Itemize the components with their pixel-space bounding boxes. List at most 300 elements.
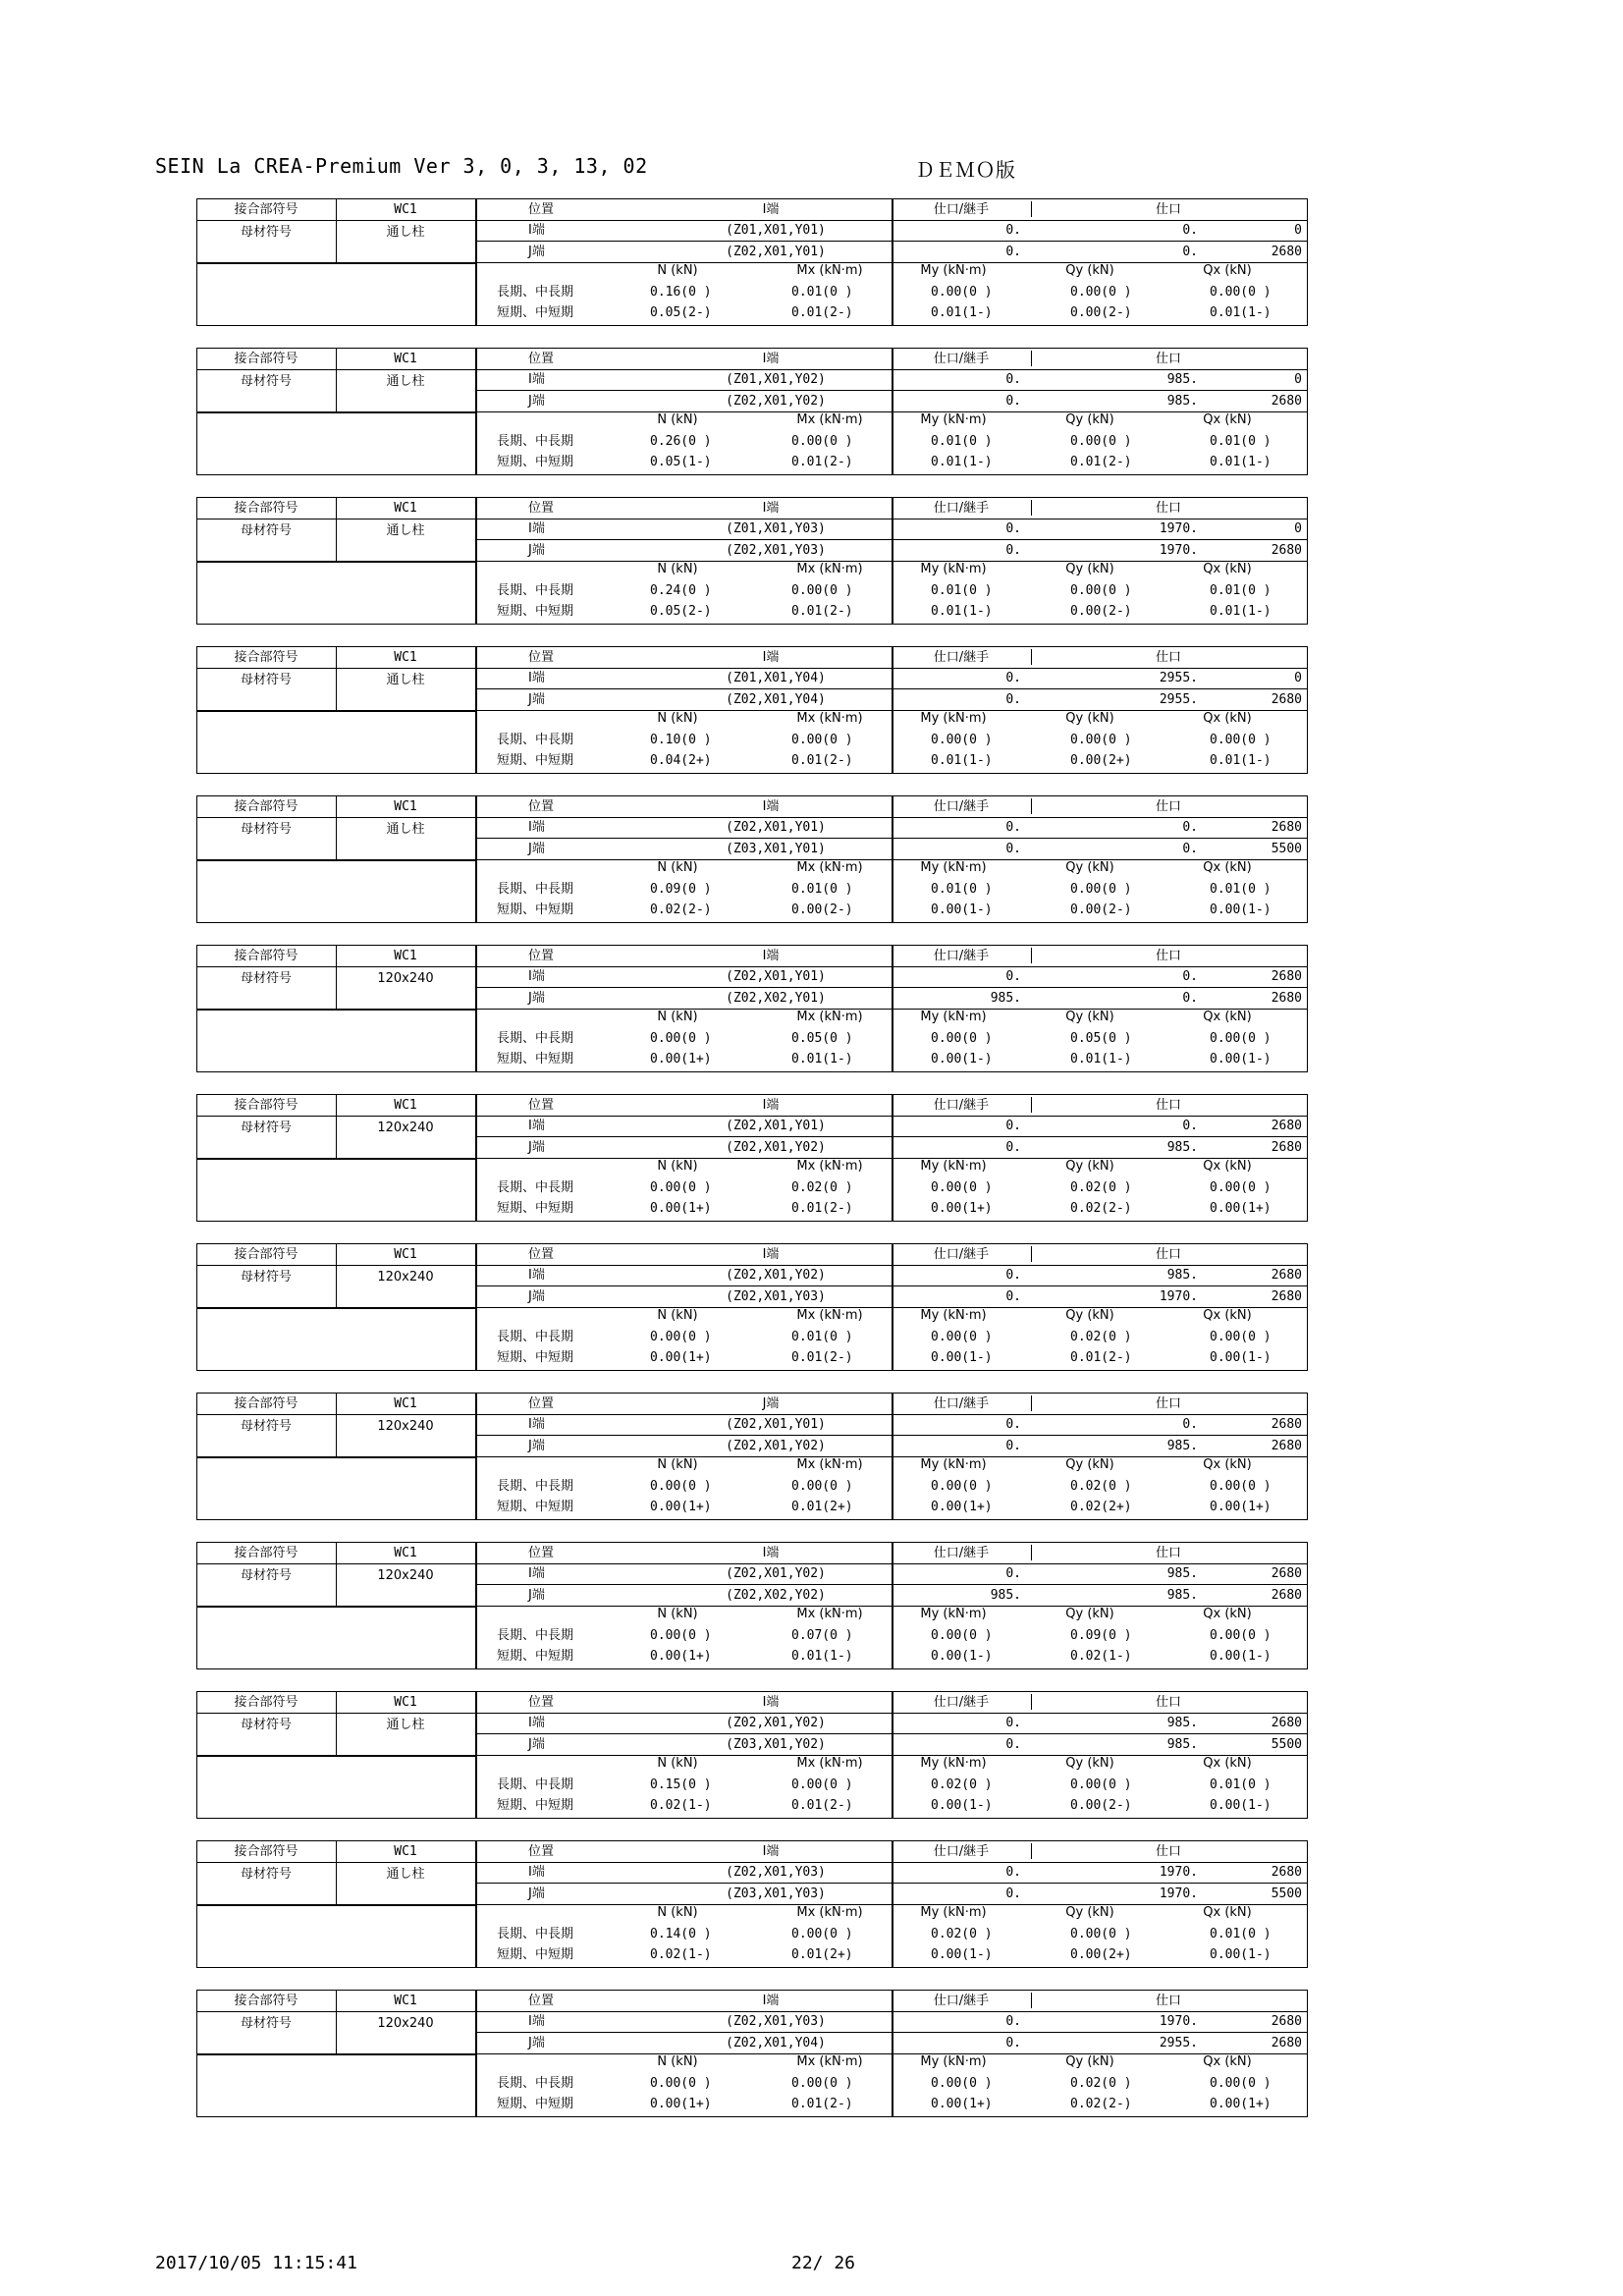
position-end: I端 — [762, 202, 780, 217]
short-term-label: 短期、中短期 — [497, 604, 574, 619]
long-qx: 0.00(0 ) — [1210, 1628, 1271, 1643]
long-my: 0.00(0 ) — [931, 1031, 993, 1046]
col-header-mx: Mx (kN·m) — [796, 1159, 863, 1174]
col-divider — [892, 1990, 893, 2117]
long-mx: 0.01(0 ) — [791, 882, 853, 897]
member-code-value: 通し柱 — [386, 673, 425, 687]
col-divider — [475, 198, 477, 326]
col-header-n: N (kN) — [657, 711, 698, 726]
i-end-coord: (Z01,X01,Y03) — [726, 521, 826, 536]
long-n: 0.09(0 ) — [650, 882, 712, 897]
i-end-value-b: 1970. — [1159, 521, 1198, 536]
long-term-label: 長期、中長期 — [497, 1927, 574, 1941]
short-n: 0.00(1+) — [650, 2097, 712, 2111]
member-code-value: 120x240 — [377, 2016, 434, 2031]
i-end-label: I端 — [528, 671, 545, 685]
short-my: 0.01(1-) — [931, 305, 993, 320]
short-n: 0.00(1+) — [650, 1649, 712, 1664]
j-end-label: J端 — [528, 1737, 545, 1752]
long-my: 0.00(0 ) — [931, 1628, 993, 1643]
short-qx: 0.01(1-) — [1210, 455, 1271, 469]
joint-code-value: WC1 — [394, 1994, 417, 2008]
i-end-value-c: 2680 — [1271, 820, 1302, 835]
long-qy: 0.00(0 ) — [1070, 583, 1132, 598]
short-qy: 0.00(2-) — [1070, 305, 1132, 320]
position-label: 位置 — [528, 1695, 555, 1710]
row-divider — [196, 1116, 1308, 1117]
row-divider — [196, 1862, 1308, 1863]
i-end-value-a: 0. — [1005, 1268, 1021, 1283]
i-end-value-c: 0 — [1294, 521, 1302, 536]
col-divider — [475, 795, 477, 923]
report-header-edition: ＤＥＭＯ版 — [915, 158, 1016, 182]
member-code-label: 母材符号 — [240, 1121, 292, 1135]
j-end-label: J端 — [528, 1439, 545, 1453]
position-label: 位置 — [528, 1546, 555, 1560]
i-end-value-a: 0. — [1005, 1716, 1021, 1730]
col-divider — [475, 945, 477, 1072]
shikuchi-label: 仕口 — [1155, 1994, 1181, 2008]
col-header-qy: Qy (kN) — [1065, 1607, 1114, 1621]
shikuchi-label: 仕口 — [1155, 1844, 1181, 1859]
short-qy: 0.02(2-) — [1070, 2097, 1132, 2111]
joint-block — [196, 1393, 1308, 1520]
col-header-qx: Qx (kN) — [1203, 263, 1252, 278]
joint-code-value: WC1 — [394, 799, 417, 814]
short-my: 0.01(1-) — [931, 604, 993, 619]
i-end-value-c: 2680 — [1271, 1716, 1302, 1730]
member-code-label: 母材符号 — [240, 374, 292, 389]
i-end-coord: (Z02,X01,Y01) — [726, 969, 826, 984]
i-end-value-a: 0. — [1005, 671, 1021, 685]
col-header-my: My (kN·m) — [920, 412, 987, 427]
short-qy: 0.01(2-) — [1070, 1350, 1132, 1365]
col-header-n: N (kN) — [657, 412, 698, 427]
i-end-value-b: 985. — [1166, 372, 1198, 387]
short-qx: 0.01(1-) — [1210, 604, 1271, 619]
long-term-label: 長期、中長期 — [497, 1031, 574, 1046]
j-end-value-a: 0. — [1005, 1439, 1021, 1453]
short-my: 0.00(1+) — [931, 1500, 993, 1514]
i-end-coord: (Z02,X01,Y01) — [726, 1417, 826, 1432]
shikuchi-tsugite-label: 仕口/継手 — [933, 501, 990, 516]
short-qy: 0.02(2-) — [1070, 1201, 1132, 1216]
short-n: 0.00(1+) — [650, 1500, 712, 1514]
i-end-label: I端 — [528, 820, 545, 835]
col-header-qx: Qx (kN) — [1203, 1457, 1252, 1472]
long-n: 0.26(0 ) — [650, 434, 712, 449]
col-header-n: N (kN) — [657, 1308, 698, 1323]
short-my: 0.00(1+) — [931, 1201, 993, 1216]
col-header-mx: Mx (kN·m) — [796, 2054, 863, 2069]
j-end-value-a: 0. — [1005, 692, 1021, 707]
col-header-mx: Mx (kN·m) — [796, 1756, 863, 1771]
long-qy: 0.02(0 ) — [1070, 1330, 1132, 1344]
short-my: 0.01(1-) — [931, 753, 993, 768]
long-mx: 0.01(0 ) — [791, 1330, 853, 1344]
shikuchi-tsugite-label: 仕口/継手 — [933, 1695, 990, 1710]
j-end-coord: (Z02,X01,Y03) — [726, 543, 826, 558]
i-end-label: I端 — [528, 1865, 545, 1880]
col-header-qy: Qy (kN) — [1065, 263, 1114, 278]
member-code-value: 120x240 — [377, 1121, 434, 1135]
i-end-value-b: 985. — [1166, 1566, 1198, 1581]
i-end-label: I端 — [528, 1716, 545, 1730]
j-end-value-a: 0. — [1005, 1289, 1021, 1304]
i-end-coord: (Z02,X01,Y03) — [726, 2014, 826, 2029]
joint-block — [196, 1840, 1308, 1968]
short-qx: 0.00(1-) — [1210, 902, 1271, 917]
position-end: I端 — [762, 501, 780, 516]
position-end: I端 — [762, 1098, 780, 1113]
member-code-label: 母材符号 — [240, 673, 292, 687]
shikuchi-label: 仕口 — [1155, 799, 1181, 814]
shikuchi-tsugite-label: 仕口/継手 — [933, 1994, 990, 2008]
i-end-coord: (Z02,X01,Y02) — [726, 1268, 826, 1283]
member-code-value: 通し柱 — [386, 1867, 425, 1882]
i-end-value-c: 2680 — [1271, 1865, 1302, 1880]
j-end-value-b: 1970. — [1159, 1289, 1198, 1304]
position-label: 位置 — [528, 1844, 555, 1859]
long-qx: 0.01(0 ) — [1210, 882, 1271, 897]
joint-code-label: 接合部符号 — [234, 1546, 298, 1560]
short-term-label: 短期、中短期 — [497, 455, 574, 469]
short-mx: 0.01(1-) — [791, 1052, 853, 1066]
j-end-coord: (Z02,X01,Y04) — [726, 692, 826, 707]
long-term-label: 長期、中長期 — [497, 285, 574, 300]
i-end-label: I端 — [528, 372, 545, 387]
i-end-value-a: 0. — [1005, 820, 1021, 835]
col-divider — [892, 198, 893, 326]
position-end: I端 — [762, 1695, 780, 1710]
long-n: 0.15(0 ) — [650, 1777, 712, 1792]
short-qy: 0.00(2-) — [1070, 1798, 1132, 1813]
joint-tables — [196, 198, 1308, 2139]
shikuchi-label: 仕口 — [1155, 1695, 1181, 1710]
i-end-coord: (Z02,X01,Y02) — [726, 1716, 826, 1730]
i-end-coord: (Z01,X01,Y02) — [726, 372, 826, 387]
long-term-label: 長期、中長期 — [497, 434, 574, 449]
shikuchi-label: 仕口 — [1155, 1247, 1181, 1262]
col-header-qy: Qy (kN) — [1065, 1308, 1114, 1323]
long-term-label: 長期、中長期 — [497, 1628, 574, 1643]
i-end-label: I端 — [528, 969, 545, 984]
col-header-qy: Qy (kN) — [1065, 1010, 1114, 1024]
col-header-n: N (kN) — [657, 1756, 698, 1771]
long-my: 0.00(0 ) — [931, 2076, 993, 2091]
col-header-qy: Qy (kN) — [1065, 860, 1114, 875]
i-end-value-a: 0. — [1005, 521, 1021, 536]
col-header-my: My (kN·m) — [920, 1607, 987, 1621]
short-qy: 0.00(2-) — [1070, 902, 1132, 917]
shikuchi-tsugite-label: 仕口/継手 — [933, 1098, 990, 1113]
col-header-mx: Mx (kN·m) — [796, 1607, 863, 1621]
j-end-value-a: 0. — [1005, 394, 1021, 409]
position-end: I端 — [762, 1247, 780, 1262]
col-header-my: My (kN·m) — [920, 263, 987, 278]
position-label: 位置 — [528, 1994, 555, 2008]
joint-block — [196, 1691, 1308, 1819]
shikuchi-label: 仕口 — [1155, 1546, 1181, 1560]
col-header-my: My (kN·m) — [920, 1159, 987, 1174]
long-qy: 0.05(0 ) — [1070, 1031, 1132, 1046]
row-divider-left — [196, 1456, 475, 1458]
col-header-n: N (kN) — [657, 1905, 698, 1920]
i-end-label: I端 — [528, 1417, 545, 1432]
long-term-label: 長期、中長期 — [497, 1479, 574, 1494]
joint-code-value: WC1 — [394, 949, 417, 963]
row-divider — [196, 1265, 1308, 1266]
short-qy: 0.00(2-) — [1070, 604, 1132, 619]
j-end-label: J端 — [528, 1289, 545, 1304]
long-term-label: 長期、中長期 — [497, 1180, 574, 1195]
col-divider — [892, 1094, 893, 1222]
short-term-label: 短期、中短期 — [497, 1500, 574, 1514]
short-n: 0.00(1+) — [650, 1201, 712, 1216]
short-qx: 0.00(1-) — [1210, 1798, 1271, 1813]
joint-code-label: 接合部符号 — [234, 1695, 298, 1710]
j-end-value-c: 2680 — [1271, 1588, 1302, 1603]
j-end-value-b: 985. — [1166, 1737, 1198, 1752]
j-end-coord: (Z02,X01,Y01) — [726, 245, 826, 259]
i-end-value-c: 2680 — [1271, 1268, 1302, 1283]
j-end-value-b: 1970. — [1159, 1886, 1198, 1901]
short-n: 0.05(1-) — [650, 455, 712, 469]
position-label: 位置 — [528, 949, 555, 963]
short-qx: 0.01(1-) — [1210, 753, 1271, 768]
joint-block — [196, 1243, 1308, 1371]
i-end-label: I端 — [528, 223, 545, 238]
shikuchi-label: 仕口 — [1155, 501, 1181, 516]
joint-block — [196, 1990, 1308, 2117]
j-end-value-b: 2955. — [1159, 692, 1198, 707]
long-my: 0.02(0 ) — [931, 1777, 993, 1792]
col-header-qx: Qx (kN) — [1203, 711, 1252, 726]
member-code-label: 母材符号 — [240, 1718, 292, 1732]
j-end-label: J端 — [528, 1588, 545, 1603]
i-end-value-b: 1970. — [1159, 1865, 1198, 1880]
joint-code-label: 接合部符号 — [234, 352, 298, 366]
joint-code-value: WC1 — [394, 202, 417, 217]
col-divider — [892, 1840, 893, 1968]
joint-block — [196, 646, 1308, 774]
long-qy: 0.02(0 ) — [1070, 1180, 1132, 1195]
col-header-n: N (kN) — [657, 562, 698, 576]
i-end-value-b: 2955. — [1159, 671, 1198, 685]
j-end-value-a: 0. — [1005, 1140, 1021, 1155]
long-my: 0.01(0 ) — [931, 434, 993, 449]
col-divider — [892, 795, 893, 923]
col-header-qx: Qx (kN) — [1203, 562, 1252, 576]
joint-code-value: WC1 — [394, 1247, 417, 1262]
member-code-value: 120x240 — [377, 971, 434, 986]
col-header-qy: Qy (kN) — [1065, 562, 1114, 576]
row-divider-left — [196, 1158, 475, 1160]
col-header-qx: Qx (kN) — [1203, 1159, 1252, 1174]
row-divider — [196, 369, 1308, 370]
long-qy: 0.09(0 ) — [1070, 1628, 1132, 1643]
joint-code-value: WC1 — [394, 1695, 417, 1710]
position-label: 位置 — [528, 650, 555, 665]
long-my: 0.01(0 ) — [931, 882, 993, 897]
i-end-label: I端 — [528, 2014, 545, 2029]
row-divider-left — [196, 561, 475, 563]
short-term-label: 短期、中短期 — [497, 1052, 574, 1066]
j-end-value-b: 985. — [1166, 394, 1198, 409]
short-mx: 0.01(2-) — [791, 455, 853, 469]
position-label: 位置 — [528, 1247, 555, 1262]
member-code-value: 120x240 — [377, 1270, 434, 1285]
shikuchi-label: 仕口 — [1155, 1396, 1181, 1411]
short-mx: 0.01(2-) — [791, 753, 853, 768]
j-end-coord: (Z02,X02,Y01) — [726, 991, 826, 1006]
row-divider — [196, 2011, 1308, 2012]
i-end-value-b: 985. — [1166, 1268, 1198, 1283]
long-qx: 0.01(0 ) — [1210, 583, 1271, 598]
col-divider — [475, 348, 477, 475]
long-qx: 0.00(0 ) — [1210, 733, 1271, 747]
joint-block — [196, 497, 1308, 625]
long-mx: 0.00(0 ) — [791, 1777, 853, 1792]
j-end-coord: (Z02,X01,Y04) — [726, 2036, 826, 2050]
member-code-value: 通し柱 — [386, 523, 425, 538]
j-end-value-b: 985. — [1166, 1588, 1198, 1603]
short-my: 0.00(1-) — [931, 1798, 993, 1813]
position-label: 位置 — [528, 1396, 555, 1411]
j-end-label: J端 — [528, 543, 545, 558]
j-end-value-b: 0. — [1182, 245, 1198, 259]
col-header-qx: Qx (kN) — [1203, 1010, 1252, 1024]
long-my: 0.00(0 ) — [931, 733, 993, 747]
col-divider — [475, 1542, 477, 1669]
long-mx: 0.01(0 ) — [791, 285, 853, 300]
j-end-value-c: 2680 — [1271, 692, 1302, 707]
shikuchi-tsugite-label: 仕口/継手 — [933, 949, 990, 963]
j-end-value-b: 0. — [1182, 991, 1198, 1006]
joint-block — [196, 198, 1308, 326]
long-qx: 0.01(0 ) — [1210, 434, 1271, 449]
col-header-my: My (kN·m) — [920, 2054, 987, 2069]
long-qy: 0.02(0 ) — [1070, 2076, 1132, 2091]
i-end-value-c: 2680 — [1271, 1119, 1302, 1133]
long-qx: 0.01(0 ) — [1210, 1777, 1271, 1792]
joint-block — [196, 945, 1308, 1072]
long-term-label: 長期、中長期 — [497, 583, 574, 598]
long-n: 0.10(0 ) — [650, 733, 712, 747]
row-divider — [196, 966, 1308, 967]
row-divider-left — [196, 2053, 475, 2055]
col-header-my: My (kN·m) — [920, 1756, 987, 1771]
j-end-label: J端 — [528, 991, 545, 1006]
col-divider — [475, 646, 477, 774]
shikuchi-tsugite-label: 仕口/継手 — [933, 799, 990, 814]
member-code-label: 母材符号 — [240, 2016, 292, 2031]
position-label: 位置 — [528, 1098, 555, 1113]
j-end-label: J端 — [528, 692, 545, 707]
i-end-value-c: 2680 — [1271, 1417, 1302, 1432]
shikuchi-tsugite-label: 仕口/継手 — [933, 352, 990, 366]
long-my: 0.00(0 ) — [931, 285, 993, 300]
short-mx: 0.01(2-) — [791, 2097, 853, 2111]
short-mx: 0.00(2-) — [791, 902, 853, 917]
position-end: I端 — [762, 650, 780, 665]
short-my: 0.00(1-) — [931, 1947, 993, 1962]
short-mx: 0.01(1-) — [791, 1649, 853, 1664]
i-end-coord: (Z02,X01,Y01) — [726, 820, 826, 835]
long-mx: 0.00(0 ) — [791, 2076, 853, 2091]
shikuchi-tsugite-label: 仕口/継手 — [933, 1546, 990, 1560]
short-mx: 0.01(2-) — [791, 1201, 853, 1216]
col-header-n: N (kN) — [657, 263, 698, 278]
row-divider — [196, 817, 1308, 818]
row-divider-left — [196, 1755, 475, 1757]
i-end-coord: (Z01,X01,Y01) — [726, 223, 826, 238]
long-my: 0.00(0 ) — [931, 1180, 993, 1195]
short-n: 0.00(1+) — [650, 1350, 712, 1365]
i-end-value-c: 2680 — [1271, 2014, 1302, 2029]
j-end-value-c: 2680 — [1271, 394, 1302, 409]
col-header-my: My (kN·m) — [920, 562, 987, 576]
short-qx: 0.00(1+) — [1210, 1500, 1271, 1514]
row-divider — [196, 220, 1308, 221]
member-code-value: 通し柱 — [386, 1718, 425, 1732]
col-header-mx: Mx (kN·m) — [796, 412, 863, 427]
joint-block — [196, 795, 1308, 923]
joint-code-value: WC1 — [394, 501, 417, 516]
short-term-label: 短期、中短期 — [497, 902, 574, 917]
j-end-value-c: 2680 — [1271, 245, 1302, 259]
joint-code-label: 接合部符号 — [234, 1247, 298, 1262]
i-end-value-b: 0. — [1182, 1417, 1198, 1432]
position-end: I端 — [762, 949, 780, 963]
position-end: J端 — [762, 1396, 780, 1411]
row-divider — [196, 668, 1308, 669]
col-divider — [475, 1393, 477, 1520]
j-end-label: J端 — [528, 394, 545, 409]
col-header-mx: Mx (kN·m) — [796, 1308, 863, 1323]
long-qx: 0.00(0 ) — [1210, 285, 1271, 300]
shikuchi-label: 仕口 — [1155, 202, 1181, 217]
joint-code-value: WC1 — [394, 1546, 417, 1560]
position-end: I端 — [762, 1546, 780, 1560]
long-term-label: 長期、中長期 — [497, 733, 574, 747]
long-qy: 0.00(0 ) — [1070, 1777, 1132, 1792]
member-code-label: 母材符号 — [240, 1568, 292, 1583]
position-end: I端 — [762, 1994, 780, 2008]
j-end-coord: (Z03,X01,Y01) — [726, 842, 826, 856]
joint-code-label: 接合部符号 — [234, 1098, 298, 1113]
position-label: 位置 — [528, 501, 555, 516]
col-divider — [892, 497, 893, 625]
shikuchi-label: 仕口 — [1155, 949, 1181, 963]
i-end-value-c: 0 — [1294, 372, 1302, 387]
j-end-value-b: 985. — [1166, 1439, 1198, 1453]
long-qy: 0.00(0 ) — [1070, 1927, 1132, 1941]
col-header-mx: Mx (kN·m) — [796, 711, 863, 726]
j-end-value-a: 0. — [1005, 543, 1021, 558]
long-n: 0.16(0 ) — [650, 285, 712, 300]
row-divider — [196, 1414, 1308, 1415]
j-end-value-c: 5500 — [1271, 1737, 1302, 1752]
long-qy: 0.00(0 ) — [1070, 285, 1132, 300]
joint-code-label: 接合部符号 — [234, 501, 298, 516]
j-end-label: J端 — [528, 2036, 545, 2050]
j-end-value-a: 0. — [1005, 842, 1021, 856]
row-divider-left — [196, 1904, 475, 1906]
joint-code-label: 接合部符号 — [234, 1844, 298, 1859]
j-end-value-a: 0. — [1005, 1886, 1021, 1901]
col-header-my: My (kN·m) — [920, 860, 987, 875]
